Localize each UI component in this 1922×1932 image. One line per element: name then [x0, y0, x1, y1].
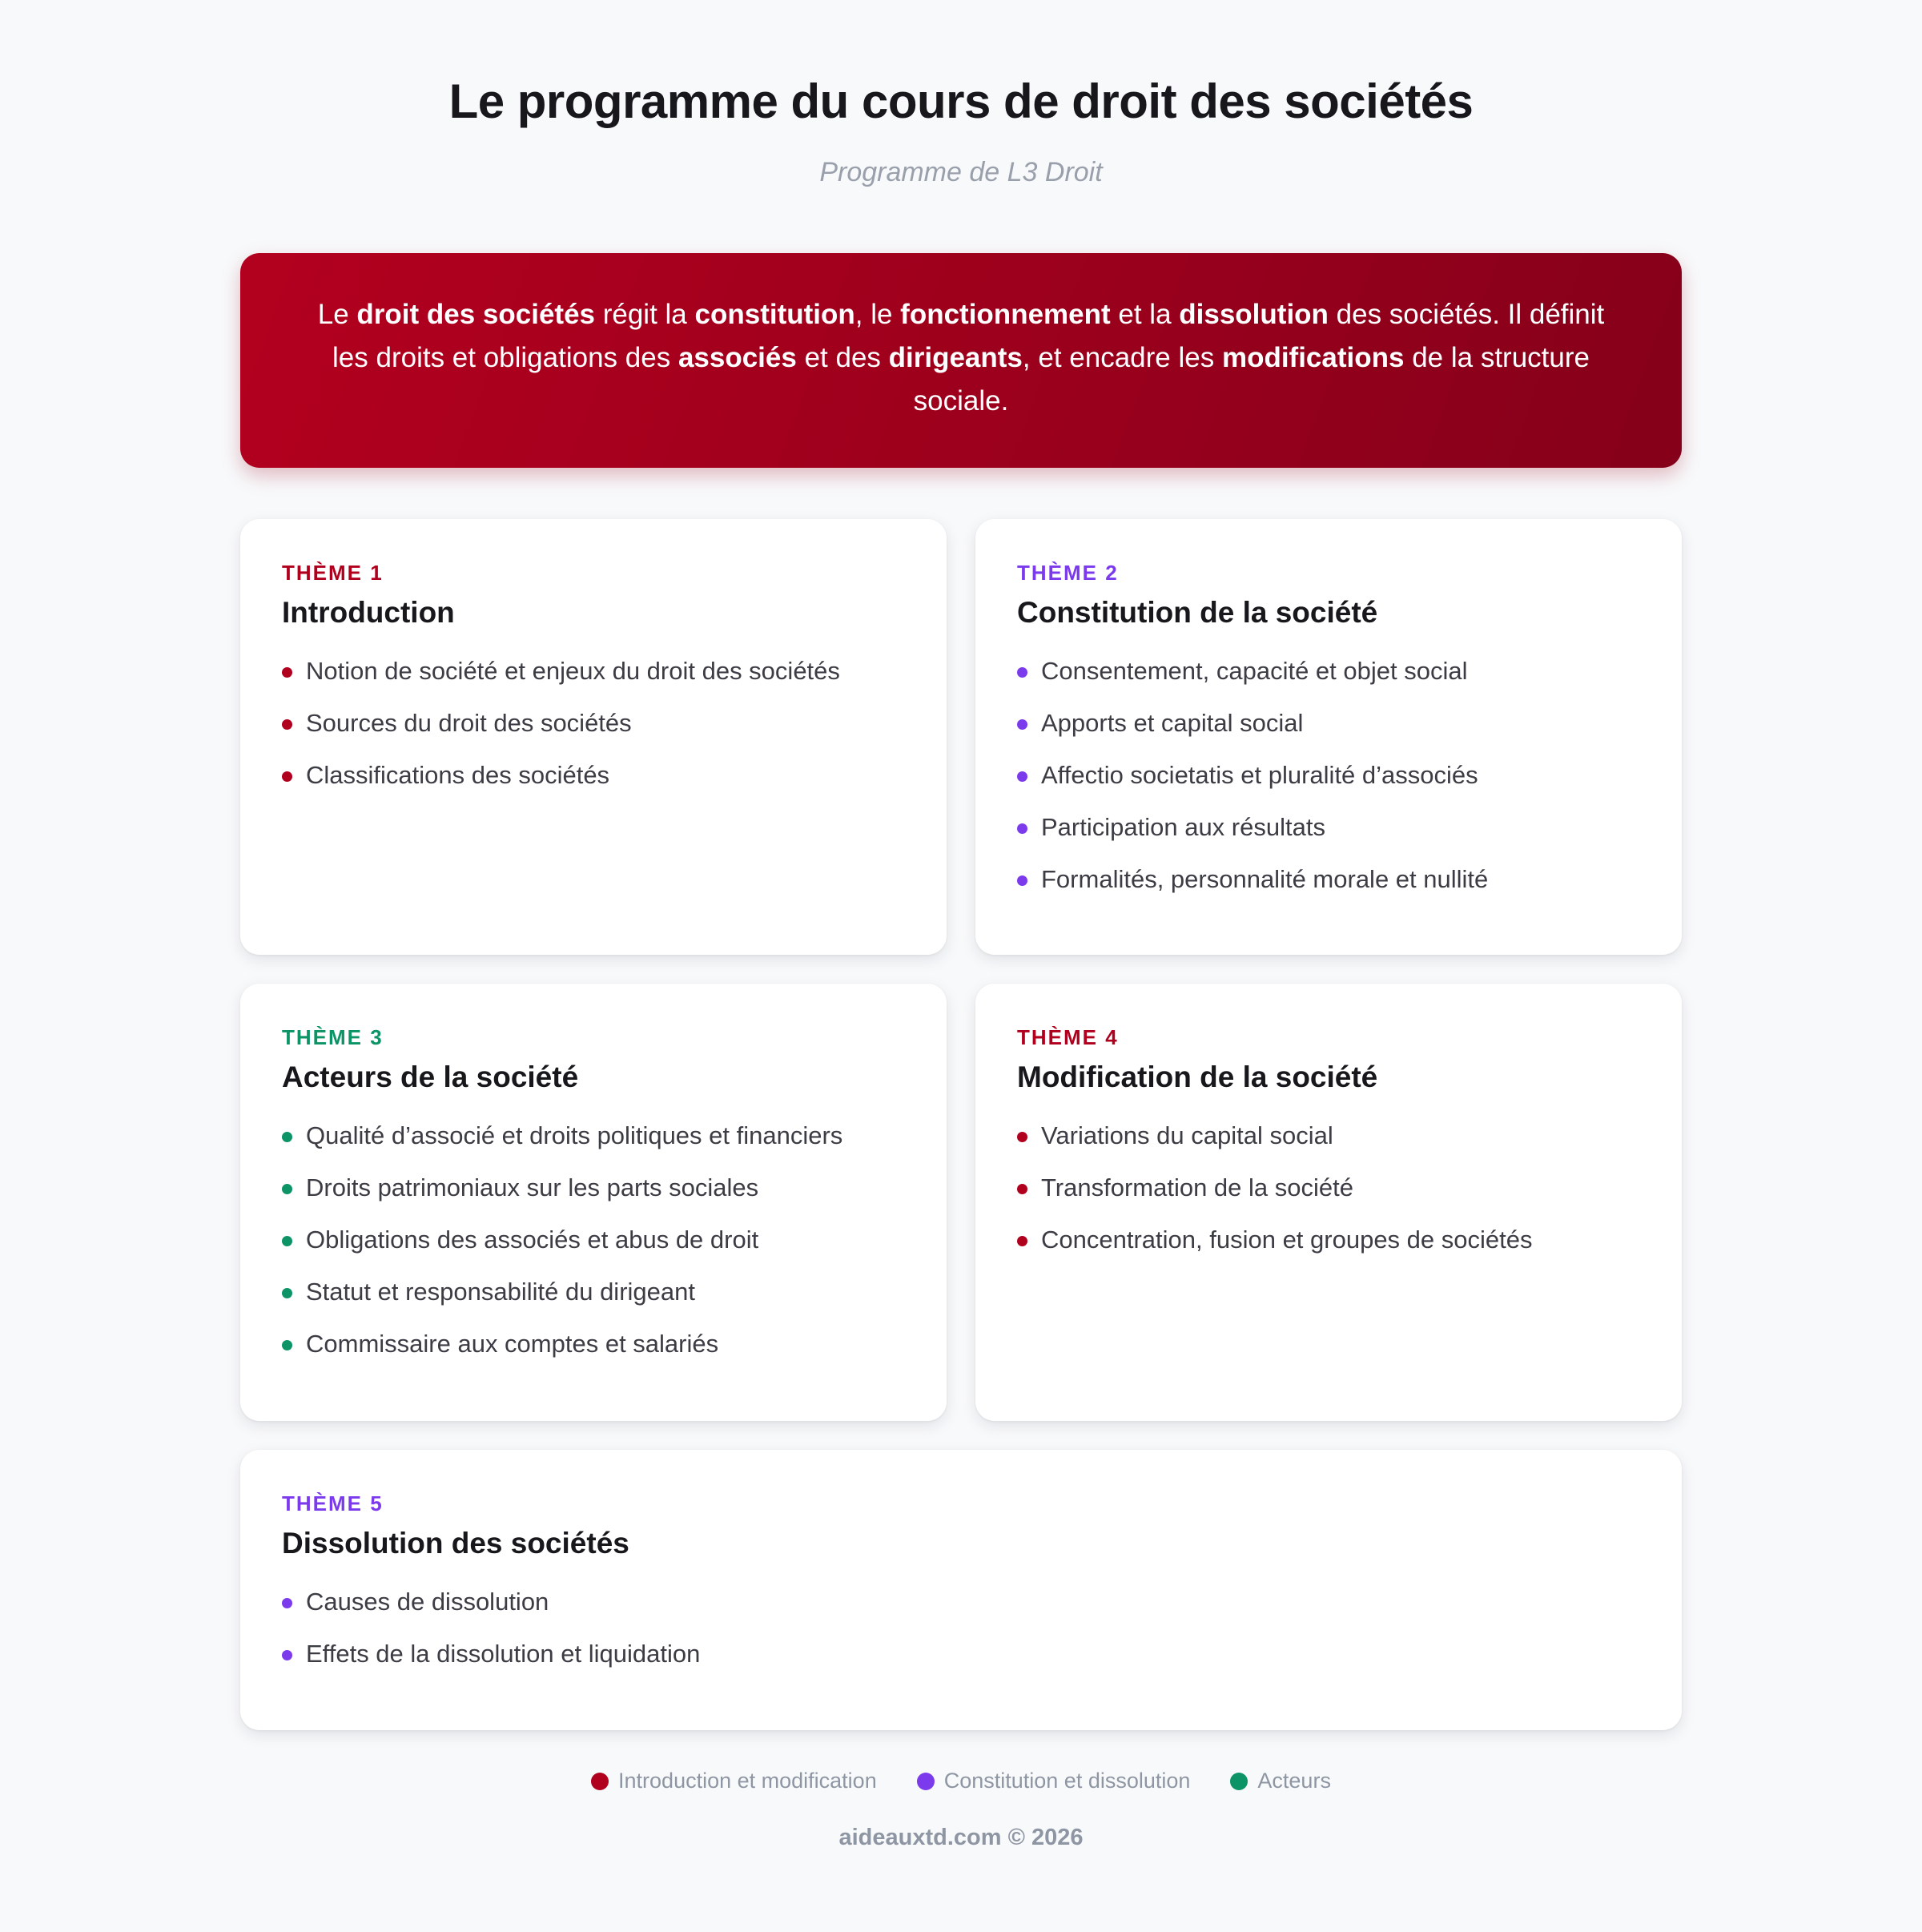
list-item	[1017, 759, 1640, 791]
list-item	[1017, 707, 1640, 739]
list-item-text: Concentration, fusion et groupes de sociétés	[1041, 1226, 1533, 1254]
legend-item	[591, 1769, 877, 1793]
bullet-dot-icon	[1017, 719, 1027, 730]
page-subtitle: Programme de L3 Droit	[819, 157, 1103, 187]
theme-label: THÈME 2	[1017, 561, 1119, 585]
bullet-dot-icon	[282, 1340, 292, 1350]
bullet-dot-icon	[282, 719, 292, 730]
list-item	[282, 1586, 1640, 1618]
list-item	[282, 655, 905, 687]
intro-text-segment: des sociétés. Il définit les droits et obligations des	[332, 299, 1605, 373]
bullet-dot-icon	[1017, 771, 1027, 782]
bullet-dot-icon	[1017, 1236, 1027, 1246]
intro-text-segment: et des	[796, 342, 889, 373]
intro-keyword: modifications	[1221, 342, 1405, 373]
list-item-text: Qualité d’associé et droits politiques et financiers	[306, 1121, 843, 1149]
intro-keyword: constitution	[694, 299, 855, 330]
list-item-text: Sources du droit des sociétés	[306, 709, 632, 737]
list-item-text: Statut et responsabilité du dirigeant	[306, 1278, 695, 1306]
intro-keyword: droit des sociétés	[356, 299, 595, 330]
theme-label: THÈME 3	[282, 1025, 384, 1049]
theme-card-3	[240, 984, 947, 1421]
bullet-dot-icon	[282, 1650, 292, 1660]
list-item-text: Droits patrimoniaux sur les parts sociales	[306, 1173, 759, 1201]
theme-title: Introduction	[282, 596, 455, 629]
list-item-text: Commissaire aux comptes et salariés	[306, 1330, 719, 1358]
bullet-dot-icon	[282, 771, 292, 782]
theme-item-list	[282, 655, 905, 791]
list-item	[282, 1224, 905, 1256]
intro-text	[296, 293, 1626, 423]
list-item-text: Classifications des sociétés	[306, 761, 610, 789]
bullet-dot-icon	[282, 1132, 292, 1142]
theme-card-2	[975, 519, 1682, 955]
list-item	[282, 1172, 905, 1204]
theme-label: THÈME 5	[282, 1491, 384, 1515]
list-item-text: Causes de dissolution	[306, 1588, 549, 1616]
intro-text-segment: Le	[317, 299, 357, 330]
list-item-text: Obligations des associés et abus de droit	[306, 1226, 759, 1254]
legend-label: Constitution et dissolution	[943, 1769, 1191, 1793]
intro-banner	[240, 253, 1682, 468]
list-item-text: Affectio societatis et pluralité d’associés	[1041, 761, 1478, 789]
list-item-text: Notion de société et enjeux du droit des sociétés	[306, 657, 840, 685]
intro-text-segment: , et encadre les	[1022, 342, 1222, 373]
list-item	[1017, 863, 1640, 896]
bullet-dot-icon	[1017, 667, 1027, 678]
theme-title: Constitution de la société	[1017, 596, 1378, 629]
intro-keyword: fonctionnement	[900, 299, 1111, 330]
list-item-text: Effets de la dissolution et liquidation	[306, 1640, 701, 1668]
list-item	[282, 759, 905, 791]
list-item-text: Transformation de la société	[1041, 1173, 1353, 1201]
list-item-text: Participation aux résultats	[1041, 813, 1325, 841]
legend	[0, 1769, 1922, 1793]
theme-title: Modification de la société	[1017, 1061, 1378, 1093]
legend-dot-icon	[591, 1773, 609, 1790]
theme-label: THÈME 4	[1017, 1025, 1119, 1049]
list-item	[282, 1120, 905, 1152]
list-item	[1017, 1172, 1640, 1204]
bullet-dot-icon	[282, 1184, 292, 1194]
bullet-dot-icon	[282, 667, 292, 678]
page-title: Le programme du cours de droit des sociétés	[448, 74, 1474, 128]
intro-text-segment: et la	[1110, 299, 1180, 330]
footer-copyright: aideauxtd.com © 2026	[838, 1825, 1084, 1850]
legend-dot-icon	[917, 1773, 935, 1790]
list-item	[1017, 811, 1640, 843]
theme-item-list	[1017, 1120, 1640, 1256]
bullet-dot-icon	[1017, 875, 1027, 886]
list-item	[282, 1638, 1640, 1670]
theme-item-list	[282, 1120, 905, 1360]
list-item	[282, 1328, 905, 1360]
theme-label: THÈME 1	[282, 561, 384, 585]
list-item	[282, 1276, 905, 1308]
bullet-dot-icon	[282, 1288, 292, 1298]
intro-keyword: dissolution	[1179, 299, 1329, 330]
list-item	[282, 707, 905, 739]
legend-label: Acteurs	[1257, 1769, 1331, 1793]
bullet-dot-icon	[1017, 1184, 1027, 1194]
bullet-dot-icon	[1017, 823, 1027, 834]
legend-item	[1230, 1769, 1331, 1793]
list-item-text: Apports et capital social	[1041, 709, 1304, 737]
intro-text-segment: de la structure sociale.	[913, 342, 1590, 417]
bullet-dot-icon	[282, 1598, 292, 1608]
intro-keyword: associés	[678, 342, 797, 373]
theme-item-list	[282, 1586, 1640, 1670]
list-item-text: Variations du capital social	[1041, 1121, 1333, 1149]
bullet-dot-icon	[1017, 1132, 1027, 1142]
list-item	[1017, 655, 1640, 687]
legend-dot-icon	[1230, 1773, 1248, 1790]
list-item-text: Formalités, personnalité morale et nullité	[1041, 865, 1489, 893]
intro-text-segment: régit la	[595, 299, 695, 330]
legend-label: Introduction et modification	[618, 1769, 877, 1793]
intro-keyword: dirigeants	[888, 342, 1023, 373]
theme-card-1	[240, 519, 947, 955]
bullet-dot-icon	[282, 1236, 292, 1246]
theme-card-4	[975, 984, 1682, 1421]
theme-title: Acteurs de la société	[282, 1061, 579, 1093]
theme-item-list	[1017, 655, 1640, 896]
list-item	[1017, 1224, 1640, 1256]
intro-text-segment: , le	[854, 299, 901, 330]
list-item-text: Consentement, capacité et objet social	[1041, 657, 1468, 685]
list-item	[1017, 1120, 1640, 1152]
theme-title: Dissolution des sociétés	[282, 1527, 629, 1560]
legend-item	[917, 1769, 1191, 1793]
theme-card-5	[240, 1450, 1682, 1730]
